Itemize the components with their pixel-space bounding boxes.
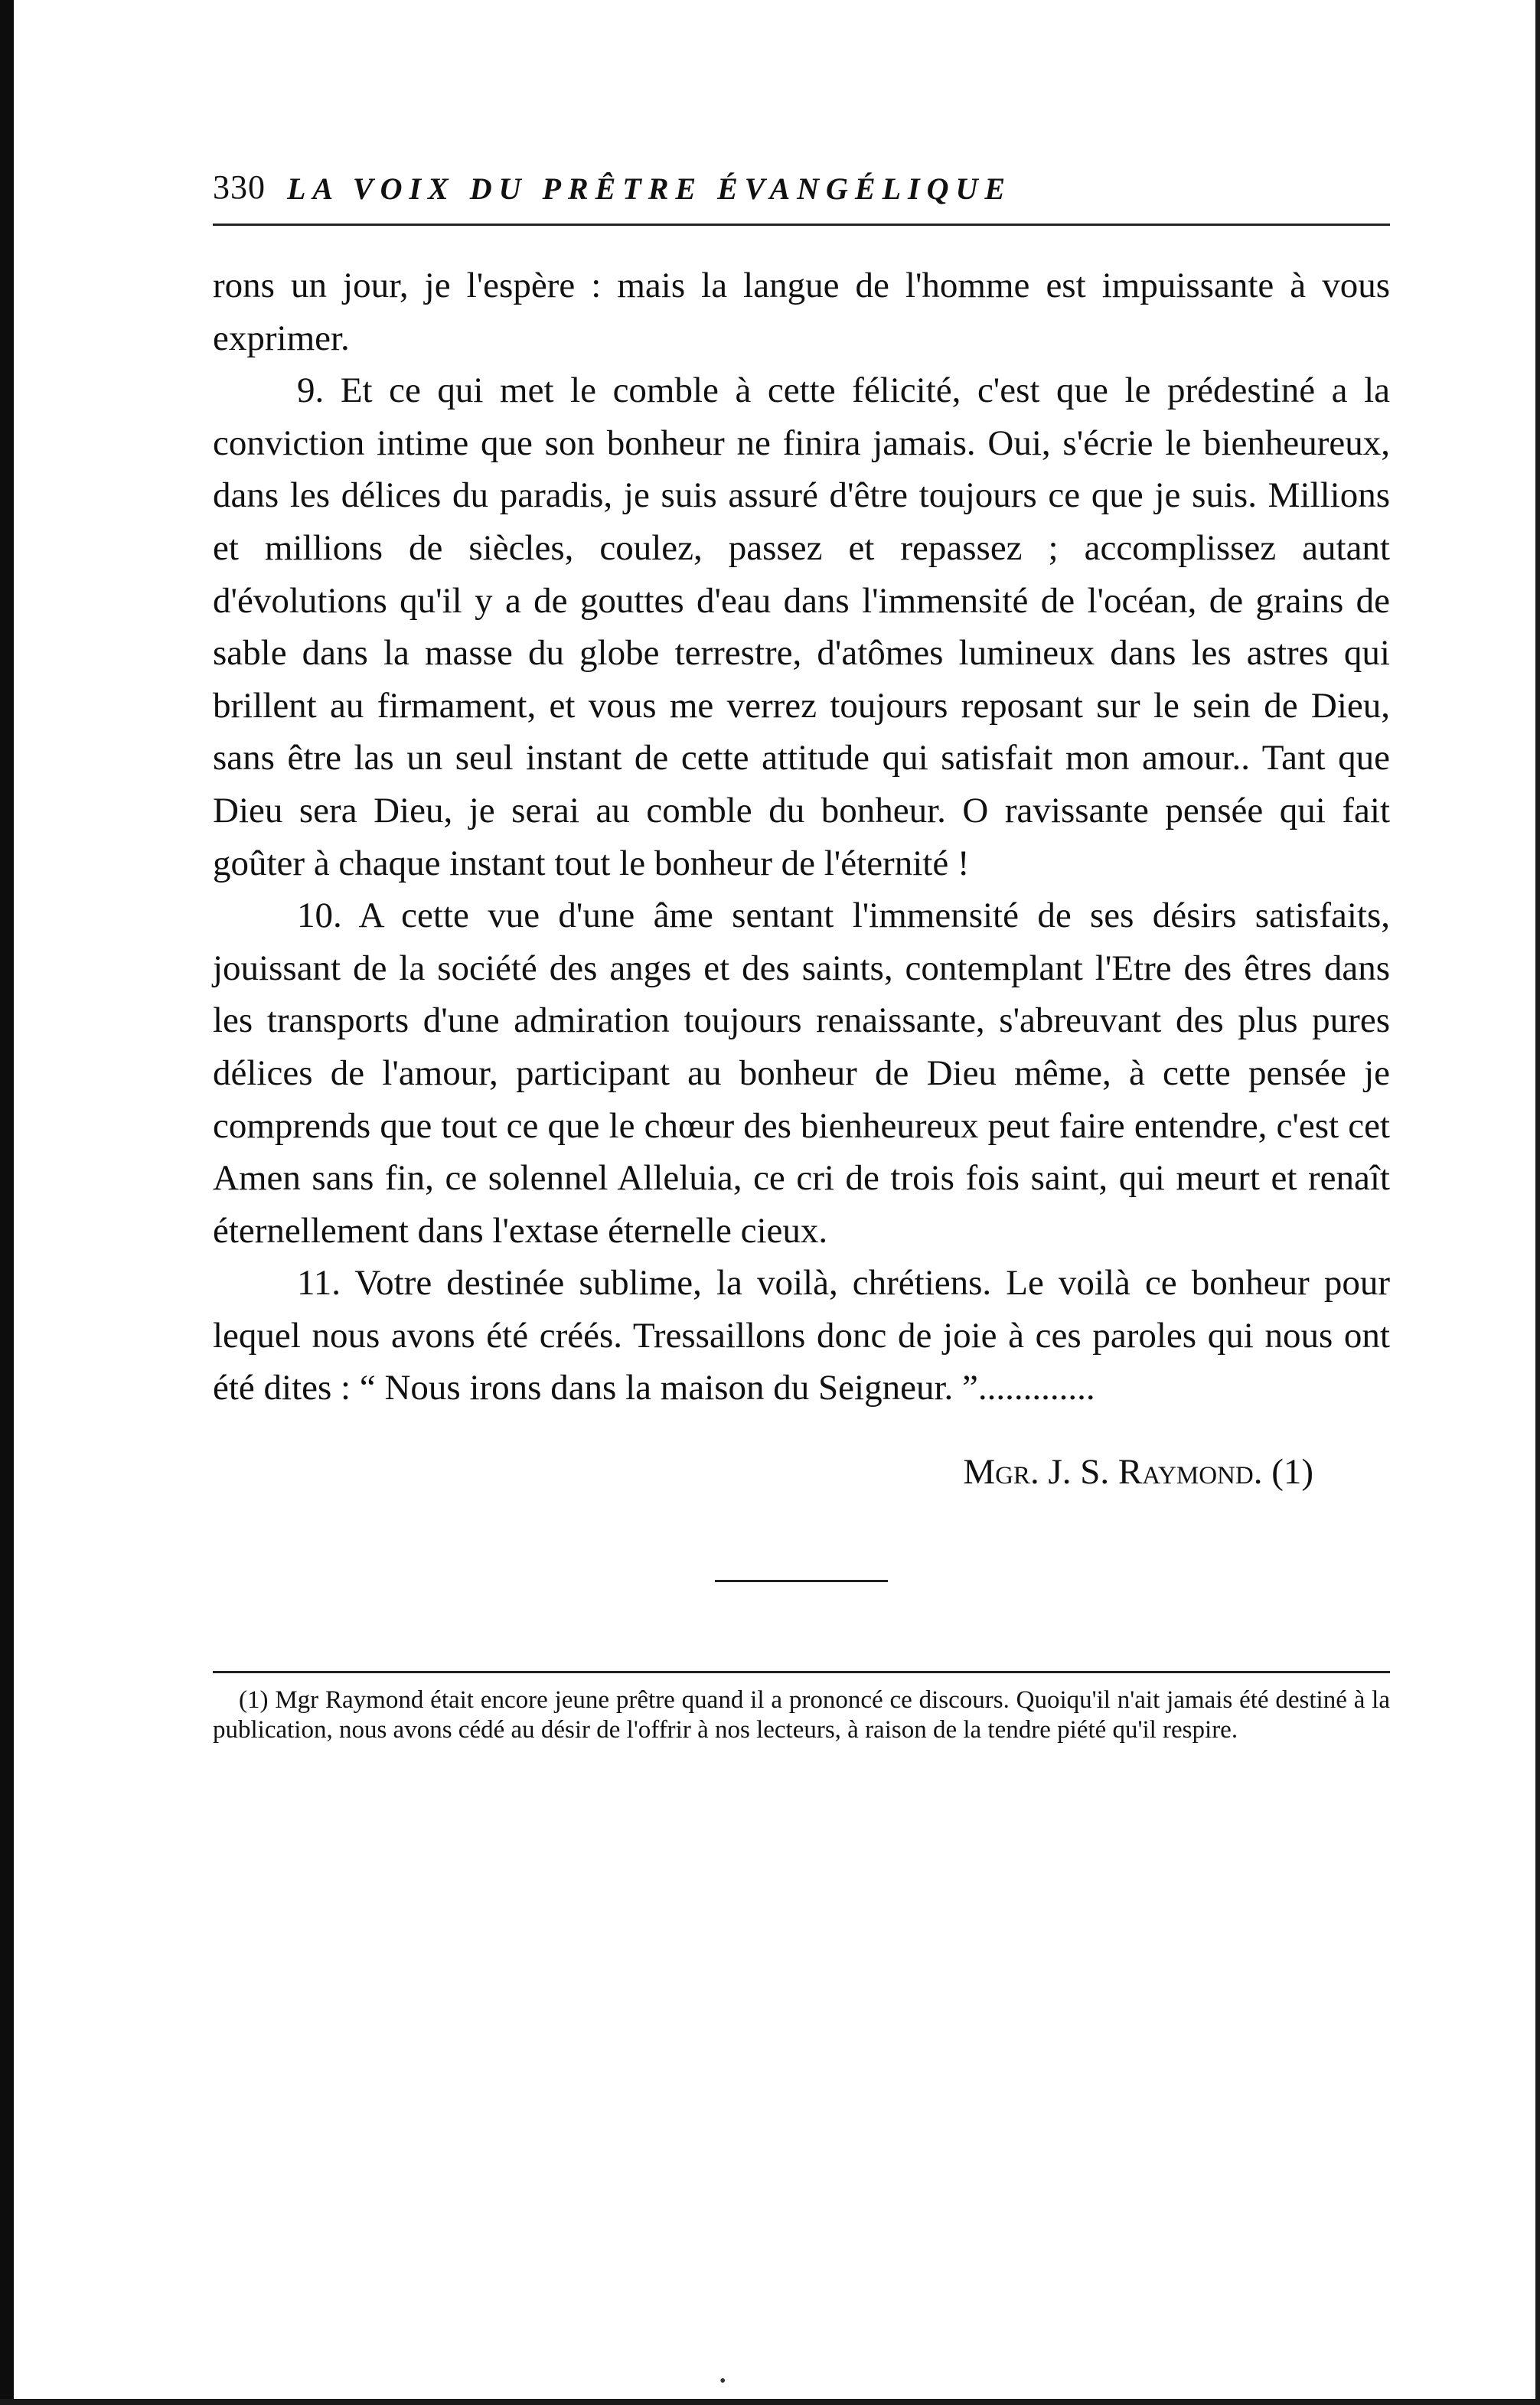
footnote: (1) Mgr Raymond était encore jeune prêtre quand il a prononcé ce discours. Quoiqu'il n'ait jamais été destiné à la publication, nous avons cédé au désir de l'offrir à nos lecteurs, à raison de la tendre piété qu'il respire. [213,1686,1390,1744]
scan-bottom-edge [0,2399,1540,2405]
book-page [213,145,1390,1745]
running-head [213,145,1390,226]
scan-right-edge [1535,0,1540,2405]
footnote-rule [213,1671,1390,1673]
running-title: LA VOIX DU PRÊTRE ÉVANGÉLIQUE [287,171,1013,206]
paragraph-9: 9. Et ce qui met le comble à cette félicité, c'est que le prédestiné a la conviction intime que son bonheur ne finira jamais. Oui, s'écrie le bienheureux, dans les délices du paradis, je suis assuré d'être toujours ce que je suis. Millions et millions de siècles, coulez, passez et repassez ; accomplissez autant d'évolutions qu'il y a de gouttes d'eau dans l'immensité de l'océan, de grains de sable dans la masse du globe terrestre, d'atômes lumineux dans les astres qui brillent au firmament, et vous me verrez toujours reposant sur le sein de Dieu, sans être las un seul instant de cette attitude qui satisfait mon amour.. Tant que Dieu sera Dieu, je serai au comble du bonheur. O ravissante pensée qui fait goûter à chaque instant tout le bonheur de l'éternité ! [213,370,1390,883]
scan-speck: • [719,2371,726,2391]
section-divider [715,1580,888,1582]
scan-left-edge [0,0,14,2405]
paragraph-10: 10. A cette vue d'une âme sentant l'immensité de ses désirs satisfaits, jouissant de la société des anges et des saints, contemplant l'Etre des êtres dans les transports d'une admiration toujours renaissante, s'abreuvant des plus pures délices de l'amour, participant au bonheur de Dieu même, à cette pensée je comprends que tout ce que le chœur des bienheureux peut faire entendre, c'est cet Amen sans fin, ce solennel Alleluia, ce cri de trois fois saint, qui meurt et renaît éternellement dans l'extase éternelle cieux. [213,896,1390,1251]
page-number: 330 [213,168,266,206]
paragraph-11: 11. Votre destinée sublime, la voilà, chrétiens. Le voilà ce bonheur pour lequel nous avons été créés. Tressaillons donc de joie à ces paroles qui nous ont été dites : “ Nous irons dans la maison du Seigneur. ”............. [213,1263,1390,1408]
author-signature: Mgr. J. S. Raymond. (1) [963,1452,1313,1493]
paragraph-continuation: rons un jour, je l'espère : mais la langue de l'homme est impuissante à vous exprimer. [213,266,1390,358]
body-text [213,259,1390,1415]
